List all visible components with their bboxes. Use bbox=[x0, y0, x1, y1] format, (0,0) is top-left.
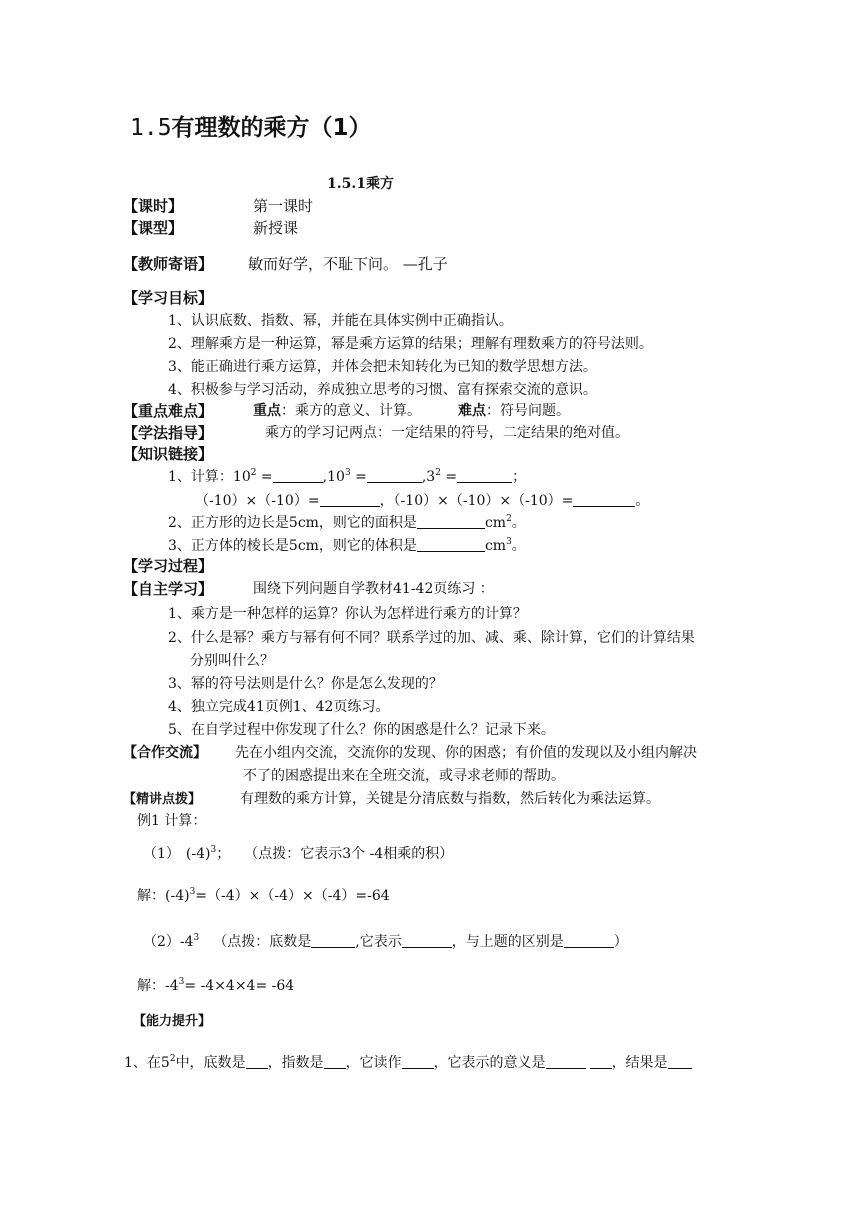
cooperation-line2: 不了的困惑提出来在全班交流，或寻求老师的帮助。 bbox=[243, 768, 565, 784]
question-text: ，指数是 bbox=[267, 1055, 324, 1071]
part-number: （2）-4 bbox=[143, 934, 194, 950]
ability-label: 【能力提升】 bbox=[133, 1014, 212, 1029]
product-expr: ，（-10）×（-10）×（-10）= bbox=[379, 493, 574, 509]
equals: = bbox=[350, 469, 367, 485]
goal-item: 4、积极参与学习活动，养成独立思考的习惯、富有探索交流的意识。 bbox=[168, 382, 597, 398]
semicolon: ； bbox=[512, 469, 527, 485]
solution-body: = -4×4×4= -64 bbox=[184, 978, 295, 994]
links-item-2 bbox=[168, 515, 526, 532]
goal-item: 1、认识底数、指数、幂，并能在具体实例中正确指认。 bbox=[168, 313, 513, 329]
links-item-1 bbox=[168, 469, 526, 486]
hint-text: ，与上题的区别是 bbox=[451, 934, 564, 950]
question-text: 中，底数是 bbox=[175, 1055, 246, 1071]
example-part-2 bbox=[143, 934, 628, 951]
equals: = bbox=[256, 469, 273, 485]
hint-text: ,它表示 bbox=[355, 934, 402, 950]
self-study-item: 1、乘方是一种怎样的运算？你认为怎样进行乘方的计算？ bbox=[168, 606, 527, 622]
answer-blank bbox=[417, 516, 485, 529]
self-study-item: 2、什么是幂？乘方与幂有何不同？联系学过的加、减、乘、除计算，它们的计算结果 bbox=[168, 630, 695, 646]
expr-exponent: 3 bbox=[193, 933, 200, 943]
expr-base: 10 bbox=[232, 469, 251, 485]
answer-blank bbox=[367, 470, 422, 483]
answer-blank bbox=[590, 1056, 612, 1069]
self-study-item: 3、幂的符号法则是什么？你是怎么发现的？ bbox=[168, 676, 443, 692]
period-value: 第一课时 bbox=[253, 197, 314, 215]
section-subtitle: 1.5.1乘方 bbox=[327, 176, 394, 192]
keypoints-label: 【重点难点】 bbox=[123, 402, 214, 420]
answer-blank bbox=[573, 494, 635, 507]
goals-label: 【学习目标】 bbox=[123, 289, 214, 307]
question-text: ，它读作 bbox=[345, 1055, 402, 1071]
example-heading: 例1 计算： bbox=[137, 813, 207, 829]
goal-item: 3、能正确进行乘方运算，并体会把未知转化为已知的数学思想方法。 bbox=[168, 359, 597, 375]
expr-exponent: 3 bbox=[189, 887, 196, 897]
period: 。 bbox=[511, 515, 526, 531]
unit: cm bbox=[484, 538, 507, 554]
answer-blank bbox=[417, 539, 485, 552]
semicolon: ； bbox=[216, 846, 231, 862]
example-part-1 bbox=[143, 846, 453, 863]
example-solution-1 bbox=[137, 888, 390, 905]
ability-question-1 bbox=[124, 1055, 692, 1072]
expr-base: ,10 bbox=[322, 469, 345, 485]
question-text: 1、在5 bbox=[124, 1055, 170, 1071]
expr-base: (-4) bbox=[185, 846, 211, 862]
type-label: 【课型】 bbox=[123, 219, 184, 237]
goal-item: 2、理解乘方是一种运算，幂是乘方运算的结果；理解有理数乘方的符号法则。 bbox=[168, 336, 653, 352]
focus-text: ：乘方的意义、计算。 bbox=[281, 403, 421, 419]
answer-blank bbox=[546, 1056, 586, 1069]
self-study-item: 4、独立完成41页例1、42页练习。 bbox=[168, 699, 390, 715]
links-item-3 bbox=[168, 538, 526, 555]
process-label: 【学习过程】 bbox=[123, 557, 214, 575]
period-label: 【课时】 bbox=[123, 197, 184, 215]
unit-exponent: 2 bbox=[506, 514, 512, 524]
equals: = bbox=[440, 469, 458, 485]
cooperation-label: 【合作交流】 bbox=[123, 745, 207, 761]
title-prefix: 1.5 bbox=[130, 115, 172, 141]
hint-text: （点拨：底数是 bbox=[213, 934, 312, 950]
motto-label: 【教师寄语】 bbox=[123, 255, 214, 273]
unit: cm bbox=[484, 515, 507, 531]
period: 。 bbox=[635, 493, 650, 509]
self-study-label: 【自主学习】 bbox=[123, 580, 214, 598]
links-item-1-line2 bbox=[195, 493, 649, 510]
calc-prefix: 1、计算： bbox=[168, 469, 233, 485]
expr-exponent: 2 bbox=[169, 1054, 176, 1064]
answer-blank bbox=[402, 935, 452, 948]
difficulty-text: ：符号问题。 bbox=[486, 403, 570, 419]
method-text: 乘方的学习记两点：一定结果的符号，二定结果的绝对值。 bbox=[265, 425, 629, 441]
example-solution-2 bbox=[137, 978, 294, 995]
expr-exponent: 3 bbox=[344, 468, 351, 478]
answer-blank bbox=[457, 470, 512, 483]
motto-text: 敏而好学，不耻下问。 —孔子 bbox=[248, 255, 448, 273]
difficulty-label: 难点 bbox=[458, 403, 486, 419]
period: 。 bbox=[511, 538, 526, 554]
unit-exponent: 3 bbox=[506, 537, 512, 547]
cooperation-line1: 先在小组内交流，交流你的发现、你的困惑；有价值的发现以及小组内解决 bbox=[235, 745, 697, 761]
expr-exponent: 2 bbox=[250, 468, 257, 478]
solution-body: =（-4）×（-4）×（-4）=-64 bbox=[195, 888, 390, 904]
self-study-item: 分别叫什么？ bbox=[190, 653, 274, 669]
self-study-intro: 围绕下列问题自学教材41-42页练习 ： bbox=[253, 581, 494, 597]
method-label: 【学法指导】 bbox=[123, 424, 214, 442]
answer-blank bbox=[246, 1056, 268, 1069]
solution-prefix: 解：-4 bbox=[137, 978, 179, 994]
answer-blank bbox=[311, 935, 355, 948]
links-label: 【知识链接】 bbox=[123, 445, 214, 463]
self-study-item: 5、在自学过程中你发现了什么？你的困惑是什么？记录下来。 bbox=[168, 722, 555, 738]
expr-exponent: 3 bbox=[210, 845, 217, 855]
expr-exponent: 3 bbox=[178, 977, 185, 987]
title-main: 有理数的乘方（1） bbox=[171, 115, 372, 141]
keypoints-focus bbox=[253, 403, 421, 420]
question-text: ，它表示的意义是 bbox=[433, 1055, 546, 1071]
product-expr: （-10）×（-10）= bbox=[195, 493, 320, 509]
keypoints-difficulty bbox=[458, 403, 570, 420]
page-title bbox=[130, 115, 372, 143]
answer-blank bbox=[564, 935, 614, 948]
question-text: ，结果是 bbox=[611, 1055, 668, 1071]
answer-blank bbox=[668, 1056, 692, 1069]
answer-blank bbox=[320, 494, 380, 507]
type-value: 新授课 bbox=[253, 219, 299, 237]
lecture-text: 有理数的乘方计算，关键是分清底数与指数，然后转化为乘法运算。 bbox=[240, 791, 660, 807]
answer-blank bbox=[324, 1056, 346, 1069]
solution-prefix: 解：(-4) bbox=[137, 888, 190, 904]
expr-exponent: 2 bbox=[435, 468, 441, 478]
answer-blank bbox=[273, 470, 323, 483]
hint-text: ） bbox=[613, 934, 628, 950]
answer-blank bbox=[402, 1056, 434, 1069]
item-text: 3、正方体的棱长是5cm，则它的体积是 bbox=[168, 538, 417, 554]
part-number: （1） bbox=[143, 846, 180, 862]
hint-text: （点拨：它表示3个 -4相乘的积） bbox=[244, 846, 454, 862]
lecture-label: 【精讲点拨】 bbox=[123, 792, 202, 807]
item-text: 2、正方形的边长是5cm，则它的面积是 bbox=[168, 515, 417, 531]
focus-label: 重点 bbox=[253, 403, 281, 419]
expr-base: ,3 bbox=[421, 469, 436, 485]
